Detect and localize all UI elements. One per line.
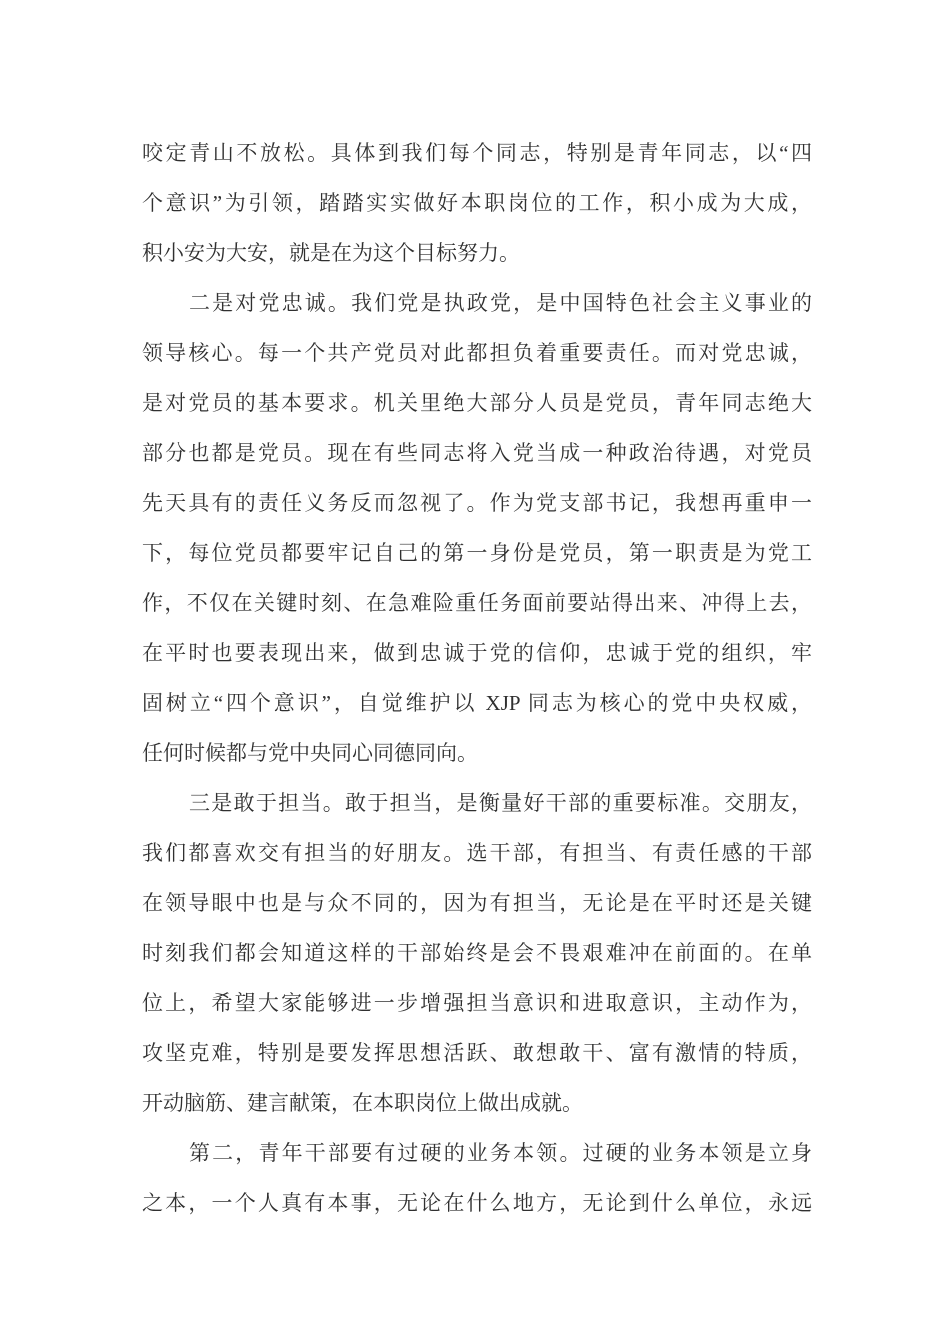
text-line: 第二，青年干部要有过硬的业务本领。过硬的业务本领是立身	[189, 1141, 812, 1165]
text-line: 先天具有的责任义务反而忽视了。作为党支部书记，我想再重申一	[142, 491, 812, 515]
text-line: 部分也都是党员。现在有些同志将入党当成一种政治待遇，对党员	[142, 441, 812, 465]
text-line: 下，每位党员都要牢记自己的第一身份是党员，第一职责是为党工	[142, 541, 812, 565]
text-line: 积小安为大安，就是在为这个目标努力。	[142, 241, 520, 265]
text-line: 个意识”为引领，踏踏实实做好本职岗位的工作，积小成为大成，	[142, 191, 812, 215]
text-line: 之本，一个人真有本事，无论在什么地方，无论到什么单位，永远	[142, 1191, 812, 1215]
text-line: 任何时候都与党中央同心同德同向。	[142, 741, 478, 765]
text-line: 固树立“四个意识”，自觉维护以 XJP 同志为核心的党中央权威，	[142, 691, 812, 715]
text-line: 在领导眼中也是与众不同的，因为有担当，无论是在平时还是关键	[142, 891, 812, 915]
text-line: 位上，希望大家能够进一步增强担当意识和进取意识，主动作为，	[142, 991, 812, 1015]
text-line: 咬定青山不放松。具体到我们每个同志，特别是青年同志，以“四	[142, 141, 812, 165]
text-line: 在平时也要表现出来，做到忠诚于党的信仰，忠诚于党的组织，牢	[142, 641, 812, 665]
text-line: 领导核心。每一个共产党员对此都担负着重要责任。而对党忠诚，	[142, 341, 812, 365]
text-line: 时刻我们都会知道这样的干部始终是会不畏艰难冲在前面的。在单	[142, 941, 812, 965]
text-line: 三是敢于担当。敢于担当，是衡量好干部的重要标准。交朋友，	[189, 791, 812, 815]
text-line: 开动脑筋、建言献策，在本职岗位上做出成就。	[142, 1091, 583, 1115]
text-line: 我们都喜欢交有担当的好朋友。选干部，有担当、有责任感的干部	[142, 841, 812, 865]
document-text-block	[142, 128, 812, 1228]
text-line: 是对党员的基本要求。机关里绝大部分人员是党员，青年同志绝大	[142, 391, 812, 415]
text-line: 二是对党忠诚。我们党是执政党，是中国特色社会主义事业的	[189, 291, 812, 315]
text-line: 作，不仅在关键时刻、在急难险重任务面前要站得出来、冲得上去，	[142, 591, 812, 615]
text-line: 攻坚克难，特别是要发挥思想活跃、敢想敢干、富有激情的特质，	[142, 1041, 812, 1065]
